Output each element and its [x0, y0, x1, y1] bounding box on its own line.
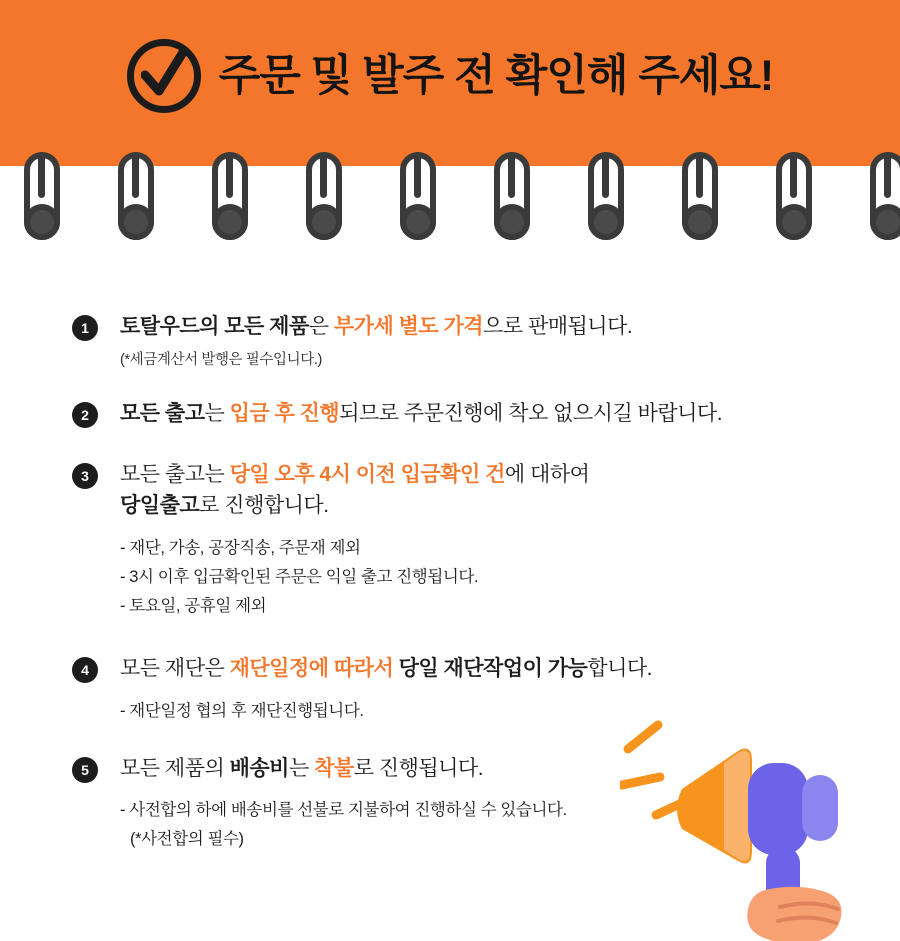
text-segment: 모든 출고	[120, 402, 205, 426]
item-line-1	[120, 654, 828, 684]
binder-ring	[870, 152, 900, 240]
text-segment: 당일출고	[120, 494, 200, 518]
item-number: 5	[72, 757, 98, 783]
text-segment: 당일 재단작업이 가능	[398, 657, 588, 681]
sub-note: - 재단일정 협의 후 재단진행됩니다.	[120, 701, 364, 720]
binder-ring	[118, 152, 154, 240]
text-segment: 재단일정에 따라서	[229, 657, 399, 681]
list-item	[72, 399, 828, 429]
check-circle-icon	[127, 39, 201, 113]
text-segment: 입금 후 진행	[229, 402, 340, 426]
binder-ring	[306, 152, 342, 240]
page-title: 주문 및 발주 전 확인해 주세요!	[218, 51, 774, 100]
text-segment: 는	[288, 756, 315, 780]
text-segment: 부가세 별도 가격	[333, 315, 484, 338]
text-segment: 당일 오후 4시 이전 입금확인 건	[229, 462, 505, 486]
text-segment: 모든 출고는	[120, 462, 230, 486]
list-item	[72, 460, 828, 621]
item-line-1	[120, 312, 828, 342]
sub-note: - 3시 이후 입금확인된 주문은 익일 출고 진행됩니다.	[120, 567, 479, 586]
binder-ring	[588, 152, 624, 240]
text-segment: 착불	[314, 756, 354, 780]
item-note: (*세금계산서 발행은 필수입니다.)	[120, 352, 322, 369]
binder-ring	[776, 152, 812, 240]
megaphone-hand-illustration	[620, 711, 900, 941]
item-sublist	[120, 534, 828, 621]
text-segment: 모든 재단은	[120, 657, 230, 681]
text-segment: 모든 제품의	[120, 756, 230, 780]
text-segment: 합니다.	[587, 657, 653, 681]
item-number: 1	[72, 315, 98, 341]
text-segment: 되므로 주문진행에 착오 없으시길 바랍니다.	[339, 402, 723, 426]
text-segment: 배송비	[229, 756, 289, 780]
sub-note: (*사전합의 필수)	[130, 830, 244, 848]
item-line-1	[120, 399, 828, 429]
binder-ring	[212, 152, 248, 240]
sub-note: - 토요일, 공휴일 제외	[120, 596, 267, 615]
page-header	[0, 0, 900, 166]
text-segment: 로 진행합니다.	[199, 494, 329, 518]
sub-note: - 사전합의 하에 배송비를 선불로 지불하여 진행하실 수 있습니다.	[120, 801, 567, 820]
list-item	[72, 312, 828, 369]
binder-ring	[682, 152, 718, 240]
text-segment: 는	[204, 402, 230, 426]
item-number: 2	[72, 402, 98, 428]
text-segment: 로 진행됩니다.	[353, 756, 484, 780]
text-segment: 으로 판매됩니다.	[483, 315, 633, 338]
text-segment: 에 대하여	[504, 462, 590, 486]
item-number: 3	[72, 463, 98, 489]
item-line-1	[120, 460, 828, 490]
binder-ring	[494, 152, 530, 240]
binder-rings	[0, 152, 900, 262]
binder-ring	[24, 152, 60, 240]
item-line-2	[120, 491, 828, 521]
text-segment: 토탈우드의 모든 제품	[120, 315, 309, 338]
binder-ring	[400, 152, 436, 240]
sub-note: - 재단, 가송, 공장직송, 주문재 제외	[120, 538, 361, 557]
text-segment: 은	[308, 315, 334, 338]
item-number: 4	[72, 657, 98, 683]
